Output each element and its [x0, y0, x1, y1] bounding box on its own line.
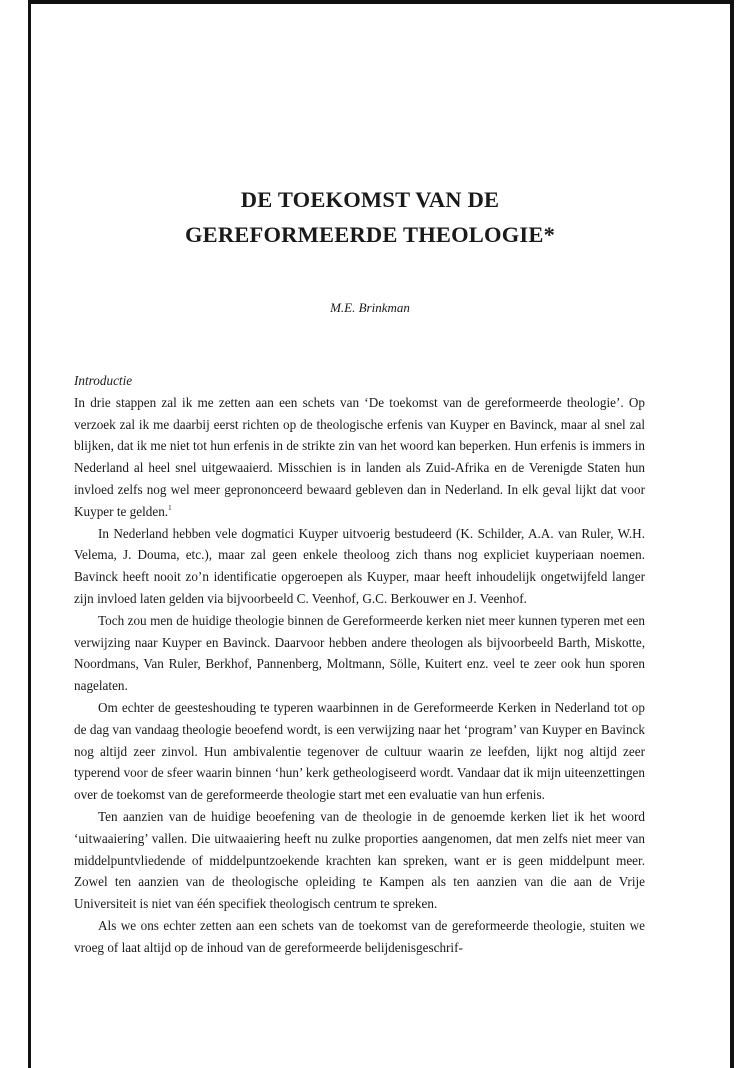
paragraph-1-text: In drie stappen zal ik me zetten aan een schets van ‘De toekomst van de gereformeerde theologie’. Op verzoek zal ik me daarbij eerst richten op de theologische erfenis van Kuyper en Bavinck, maar al snel zal blijken, dat ik me niet tot hun erfenis in de strikte zin van het woord kan beperken. Hun erfenis is immers in Nederland al heel snel uitgewaaierd. Misschien is in landen als Zuid-Afrika en de Verenigde Staten hun invloed zelfs nog wel meer geprononceerd bewaard gebleven dan in Nederland. In elk geval lijkt dat voor Kuyper te gelden. — [74, 394, 645, 519]
scan-border-left — [28, 0, 31, 1068]
section-heading: Introductie — [74, 373, 133, 388]
scan-border-right — [730, 0, 734, 1068]
footnote-marker[interactable]: 1 — [168, 503, 172, 512]
title-line-1: DE TOEKOMST VAN DE — [240, 187, 500, 212]
paragraph-6: Als we ons echter zetten aan een schets van de toekomst van de gereformeerde theologie, stuiten we vroeg of laat altijd op de inhoud van de gereformeerde belijdenisgeschrif- — [74, 917, 645, 955]
paragraph-3: Toch zou men de huidige theologie binnen de Gereformeerde kerken niet meer kunnen typeren met een verwijzing naar Kuyper en Bavinck. Daarvoor hebben andere theologen als bijvoorbeeld Barth, Miskotte, Noordmans, Van Ruler, Berkhof, Pannenberg, Moltmann, Sölle, Kuitert enz. veel te zeer ook hun sporen nagelaten. — [74, 612, 645, 694]
paragraph-1 — [74, 392, 645, 523]
author-name: M.E. Brinkman — [330, 300, 410, 315]
paragraph-5: Ten aanzien van de huidige beoefening van de theologie in de genoemde kerken liet ik het woord ‘uitwaaiering’ vallen. Die uitwaaiering heeft nu zulke proporties aangenomen, dat men zelfs niet meer van middelpuntvliedende of middelpuntzoekende krachten kan spreken, want er is geen middelpunt meer. Zowel ten aanzien van de theologische opleiding te Kampen als ten aanzien van die aan de Vrije Universiteit is niet van één specifiek theologisch centrum te spreken. — [74, 808, 645, 912]
article-body — [74, 370, 645, 959]
scan-border-top — [28, 0, 734, 4]
paragraph-2: In Nederland hebben vele dogmatici Kuyper uitvoerig bestudeerd (K. Schilder, A.A. van Ruler, W.H. Velema, J. Douma, etc.), maar zal geen enkele theoloog zich thans nog expliciet kuyperiaan noemen. Bavinck heeft nooit zo’n identificatie opgeroepen als Kuyper, maar heeft inhoudelijk ongetwijfeld langer zijn invloed laten gelden via bijvoorbeeld C. Veenhof, G.C. Berkouwer en J. Veenhof. — [74, 525, 645, 606]
paragraph-4: Om echter de geesteshouding te typeren waarbinnen in de Gereformeerde Kerken in Nederland tot op de dag van vandaag theologie beoefend wordt, is een verwijzing naar het ‘program’ van Kuyper en Bavinck nog altijd zeer zinvol. Hun ambivalentie tegenover de cultuur waarin ze leefden, lijkt nog altijd zeer typerend voor de sfeer waarin binnen ‘hun’ kerk getheologiseerd wordt. Vandaar dat ik mijn uiteenzettingen over de toekomst van de gereformeerde theologie start met een evaluatie van hun erfenis. — [74, 699, 645, 803]
title-line-2: GEREFORMEERDE THEOLOGIE* — [184, 222, 556, 247]
article-title — [80, 182, 660, 252]
